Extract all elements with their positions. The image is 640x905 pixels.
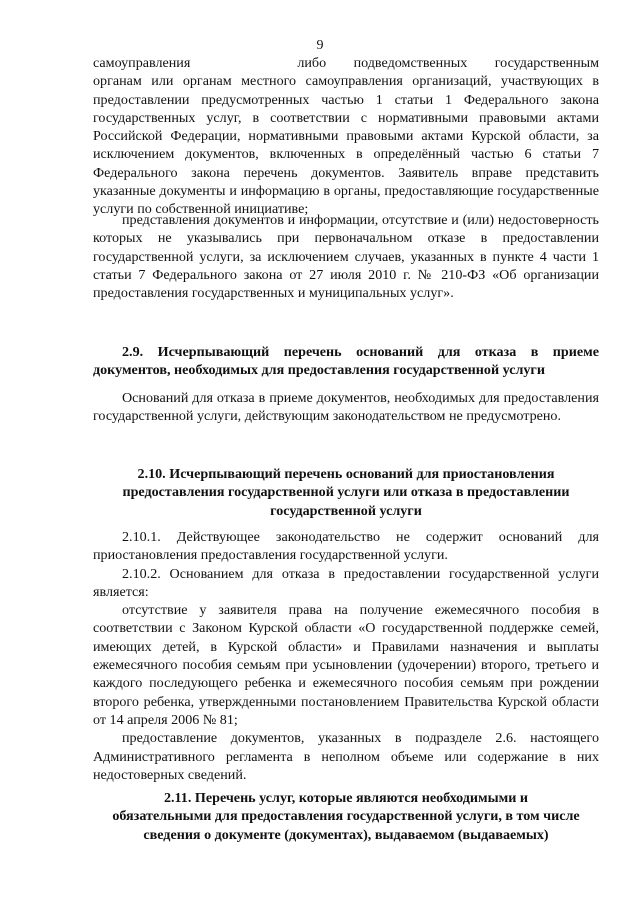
section-2-10-title-line2: предоставления государственной услуги или отказа в предоставлении — [122, 484, 570, 501]
section-2-10-p3: отсутствие у заявителя права на получение ежемесячного пособия в соответствии с Законом Курской области «О государственной поддержке семей, имеющих детей, в Курской области» и Правилами назначения и выплаты ежемесячного пособия семьям при усыновлении (удочерении) второго, третьего и каждого последующего ребенка и ежемесячного пособия семьям при рождении второго ребенка, утвержденными постановлением Правительства Курской области от 14 апреля 2006 № 81; — [93, 602, 599, 728]
section-2-10-title-line3: государственной услуги — [270, 502, 422, 519]
section-2-11-title-line1: 2.11. Перечень услуг, которые являются необходимыми и — [163, 790, 529, 806]
section-2-9-body: Оснований для отказа в приеме документов, необходимых для предоставления государственной услуги, действующим законодательством не предусмотрено. — [93, 390, 599, 425]
section-2-10-title-line1: 2.10. Исчерпывающий перечень оснований для приостановления — [137, 466, 555, 482]
section-2-10-body — [93, 528, 599, 784]
page-number: 9 — [316, 38, 324, 53]
section-2-11-title-line3: сведения о документе (документах), выдаваемом (выдаваемых) — [143, 826, 549, 843]
section-2-9-title-line2: документов, необходимых для предоставления государственной услуги — [93, 362, 545, 379]
paragraph-top — [93, 54, 599, 219]
paragraph-top-text: органам или органам местного самоуправления организаций, участвующих в предоставлении предусмотренных частью 1 статьи 1 Федерального закона государственных услуг, в соответствии с нормативными правовыми актами Российской Федерации, нормативными правовыми актами Курской области, за исключением документов, включенных в определённый частью 6 статьи 7 Федерального закона перечень документов. Заявитель вправе представить указанные документы и информацию в органы, предоставляющие государственные услуги по собственной инициативе; — [93, 73, 599, 218]
section-2-11-title-line2: обязательными для предоставления государственной услуги, в том числе — [112, 808, 580, 825]
section-2-9-title-line1: 2.9. Исчерпывающий перечень оснований для отказа в приеме — [122, 344, 599, 360]
section-2-9-heading — [93, 343, 599, 380]
section-2-11-heading — [93, 789, 599, 844]
section-2-10-p1: 2.10.1. Действующее законодательство не содержит оснований для приостановления предоставления государственной услуги. — [93, 529, 599, 564]
paragraph-top-line1: самоуправления либо подведомственных государственным — [93, 55, 599, 71]
paragraph-second: представления документов и информации, отсутствие и (или) недостоверность которых не указывались при первоначальном отказе в предоставлении государственной услуги, за исключением случаев, указанных в пункте 4 части 1 статьи 7 Федерального закона от 27 июля 2010 г. № 210-ФЗ «Об организации предоставления государственных и муниципальных услуг». — [93, 212, 599, 302]
section-2-10-p4: предоставление документов, указанных в подразделе 2.6. настоящего Административного регламента в неполном объеме или содержание в них недостоверных сведений. — [93, 730, 599, 783]
section-2-10-heading — [93, 465, 599, 520]
section-2-10-p2: 2.10.2. Основанием для отказа в предоставлении государственной услуги является: — [93, 565, 599, 600]
